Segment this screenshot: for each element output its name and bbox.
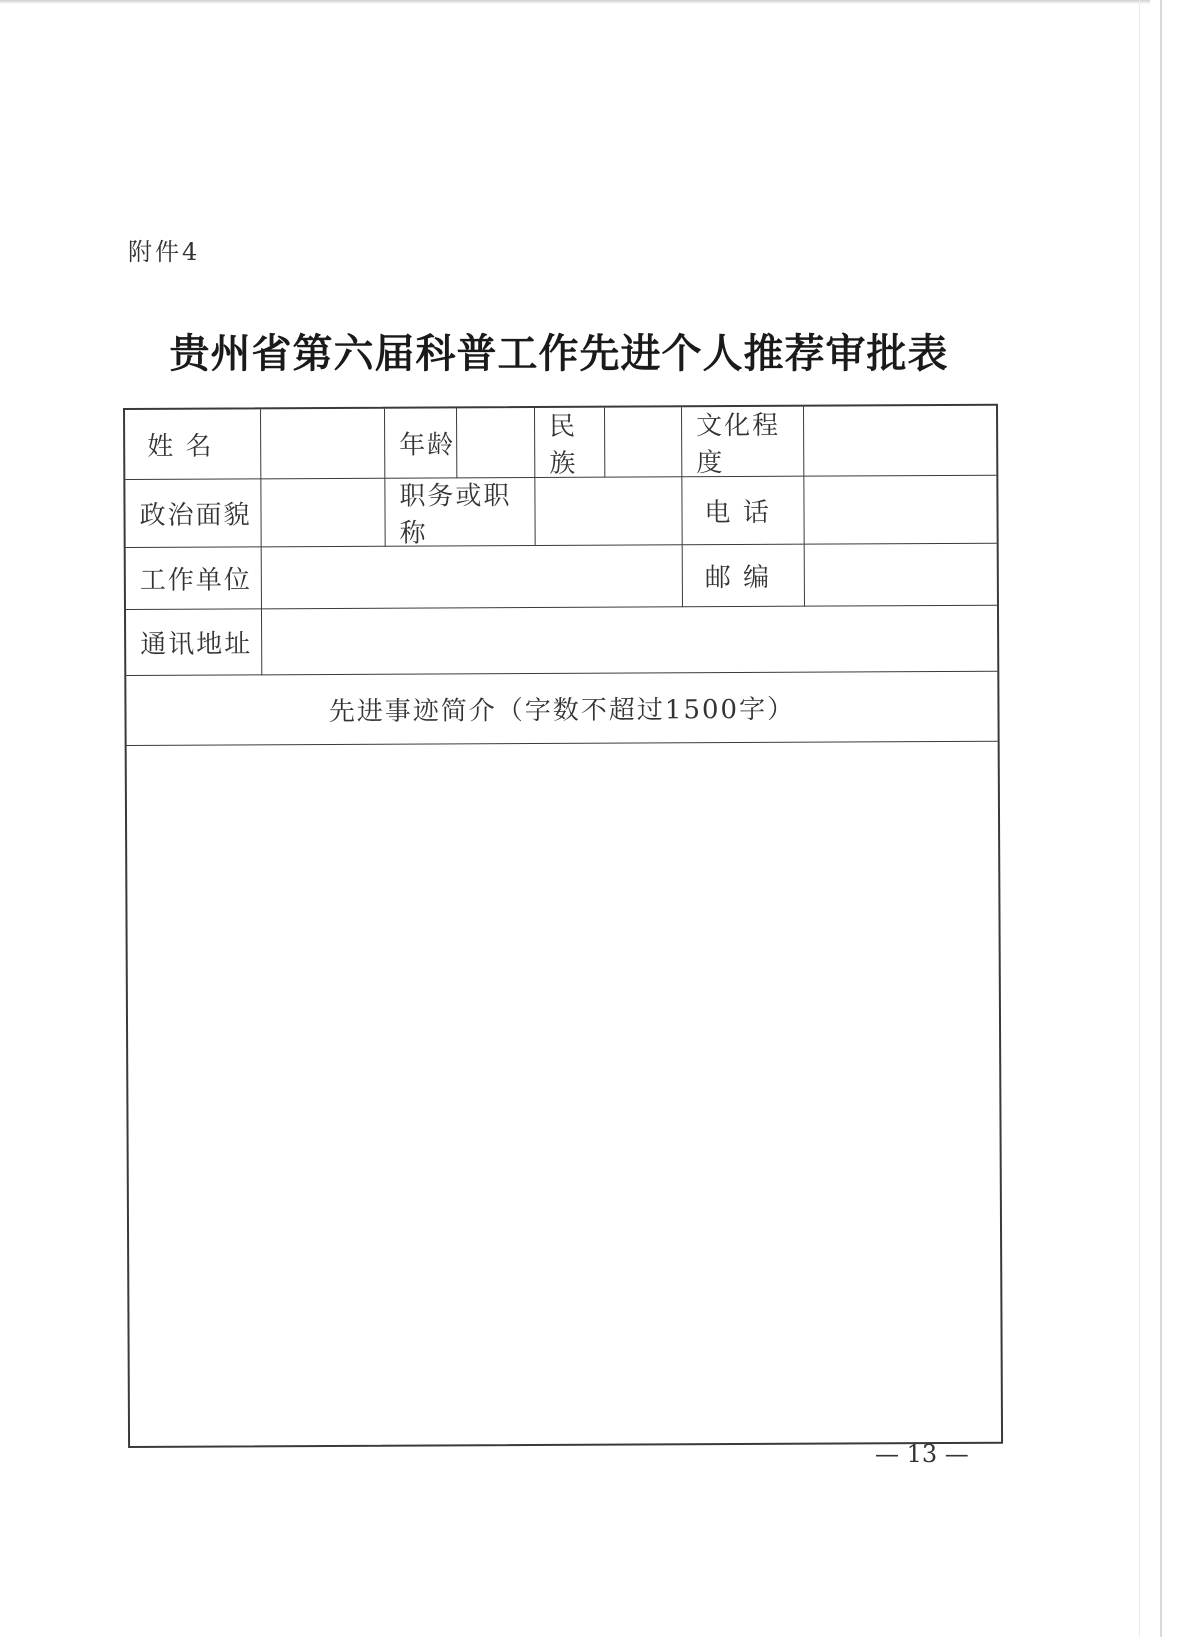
- ethnicity-label: 民族: [535, 408, 605, 478]
- phone-field[interactable]: [804, 476, 996, 545]
- age-field[interactable]: [457, 408, 535, 478]
- paper-right-edge-shadow: [1139, 0, 1140, 1637]
- political-status-label: 政治面貌: [125, 479, 261, 548]
- workplace-field[interactable]: [262, 545, 683, 609]
- form-title: 贵州省第六届科普工作先进个人推荐审批表: [169, 331, 949, 377]
- deeds-field[interactable]: [127, 742, 1001, 1446]
- workplace-label: 工作单位: [126, 547, 262, 610]
- position-field[interactable]: [535, 477, 682, 546]
- address-label: 通讯地址: [126, 609, 262, 676]
- deeds-header: 先进事迹简介（字数不超过1500字）: [126, 672, 997, 746]
- age-label: 年龄: [385, 408, 457, 478]
- approval-form-table: [123, 404, 1003, 1448]
- education-label: 文化程度: [682, 407, 804, 478]
- postcode-label: 邮 编: [683, 545, 805, 608]
- postcode-field[interactable]: [805, 544, 997, 607]
- political-status-field[interactable]: [261, 479, 385, 548]
- page-number: — 13 —: [875, 1440, 969, 1468]
- paper-top-edge: [0, 0, 1150, 4]
- position-label: 职务或职称: [385, 478, 535, 547]
- phone-label: 电 话: [682, 477, 804, 546]
- ethnicity-field[interactable]: [605, 407, 682, 477]
- paper-right-edge: [1160, 0, 1162, 1637]
- attachment-label: 附件4: [128, 238, 201, 266]
- education-field[interactable]: [804, 406, 996, 477]
- address-field[interactable]: [262, 606, 997, 676]
- name-field[interactable]: [261, 409, 385, 480]
- name-label: 姓 名: [125, 409, 261, 480]
